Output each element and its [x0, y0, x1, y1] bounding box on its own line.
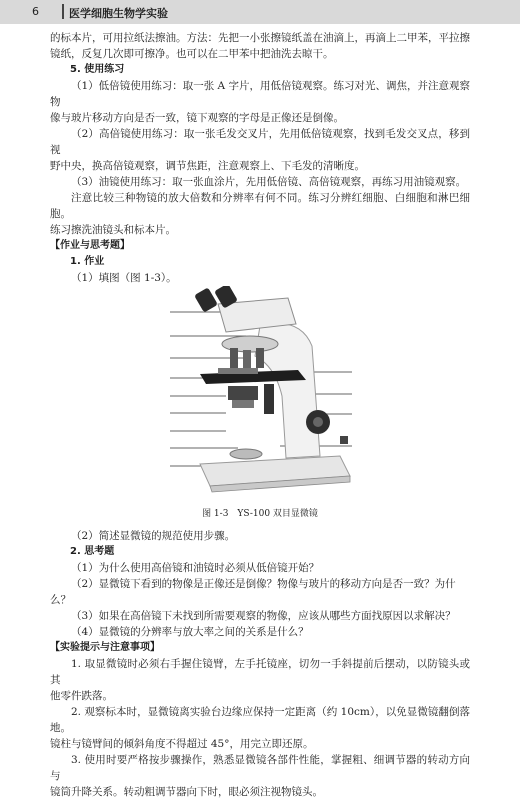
question-4: （4）显微镜的分辨率与放大率之间的关系是什么？ — [71, 626, 309, 638]
tip-1-line-2: 他零件跌落。 — [50, 690, 113, 702]
microscope-illustration — [50, 286, 470, 504]
page-body — [50, 30, 470, 800]
section-5-title: 5. 使用练习 — [70, 64, 125, 75]
practice-oil-line-1: （3）油镜使用练习：取一张血涂片，先用低倍镜、高倍镜观察，再练习用油镜观察。 — [71, 176, 467, 188]
intro-line-2: 镜纸，反复几次即可擦净。也可以在二甲苯中把油洗去晾干。 — [50, 48, 334, 60]
tip-3-line-2: 镜筒升降关系。转动粗调节器向下时，眼必须注视物镜头。 — [50, 786, 323, 798]
header-divider — [62, 4, 64, 19]
tip-2-line-2: 镜柱与镜臂间的倾斜角度不得超过 45°，用完立即还原。 — [50, 738, 314, 750]
page-header — [0, 0, 520, 24]
figure-caption: 图 1-3 YS-100 双目显微镜 — [202, 509, 318, 519]
microscope-figure — [50, 286, 470, 504]
homework-item-2: （2）简述显微镜的规范使用步骤。 — [71, 530, 236, 542]
tips-title: 【实验提示与注意事项】 — [50, 642, 160, 653]
practice-high-line-2: 野中央，换高倍镜观察，调节焦距，注意观察上、下毛发的清晰度。 — [50, 160, 365, 172]
practice-low-line-2: 像与玻片移动方向是否一致，镜下观察的字母是正像还是倒像。 — [50, 112, 344, 124]
homework-sub-2: 2. 思考题 — [70, 546, 115, 557]
question-2: （2）显微镜下看到的物像是正像还是倒像？物像与玻片的移动方向是否一致？为什么？ — [50, 578, 456, 606]
practice-low-line-1: （1）低倍镜使用练习：取一张 A 字片，用低倍镜观察。练习对光、调焦，并注意观察物 — [50, 80, 470, 108]
page-number: 6 — [32, 5, 39, 18]
tip-1-line-1: 1. 取显微镜时必须右手握住镜臂，左手托镜座，切勿一手斜提前后摆动，以防镜头或其 — [50, 658, 470, 686]
intro-line-1: 的标本片，可用拉纸法擦油。方法：先把一小张擦镜纸盖在油滴上，再滴上二甲苯，平拉擦 — [50, 32, 470, 44]
book-title: 医学细胞生物学实验 — [69, 7, 168, 20]
practice-note-line-1: 注意比较三种物镜的放大倍数和分辨率有何不同。练习分辨红细胞、白细胞和淋巴细胞。 — [50, 192, 470, 220]
homework-item-1: （1）填图（图 1-3）。 — [71, 272, 177, 284]
practice-high-line-1: （2）高倍镜使用练习：取一张毛发交叉片，先用低倍镜观察，找到毛发交叉点，移到视 — [50, 128, 470, 156]
question-1: （1）为什么使用高倍镜和油镜时必须从低倍镜开始？ — [71, 562, 320, 574]
homework-title: 【作业与思考题】 — [50, 240, 130, 251]
tip-3-line-1: 3. 使用时要严格按步骤操作，熟悉显微镜各部件性能，掌握粗、细调节器的转动方向与 — [50, 754, 470, 782]
homework-sub-1: 1. 作业 — [70, 256, 105, 267]
practice-note-line-2: 练习擦洗油镜头和标本片。 — [50, 224, 176, 236]
tip-2-line-1: 2. 观察标本时，显微镜离实验台边缘应保持一定距离（约 10cm），以免显微镜翻倒落地。 — [50, 706, 470, 734]
question-3: （3）如果在高倍镜下未找到所需要观察的物像，应该从哪些方面找原因以求解决？ — [71, 610, 456, 622]
